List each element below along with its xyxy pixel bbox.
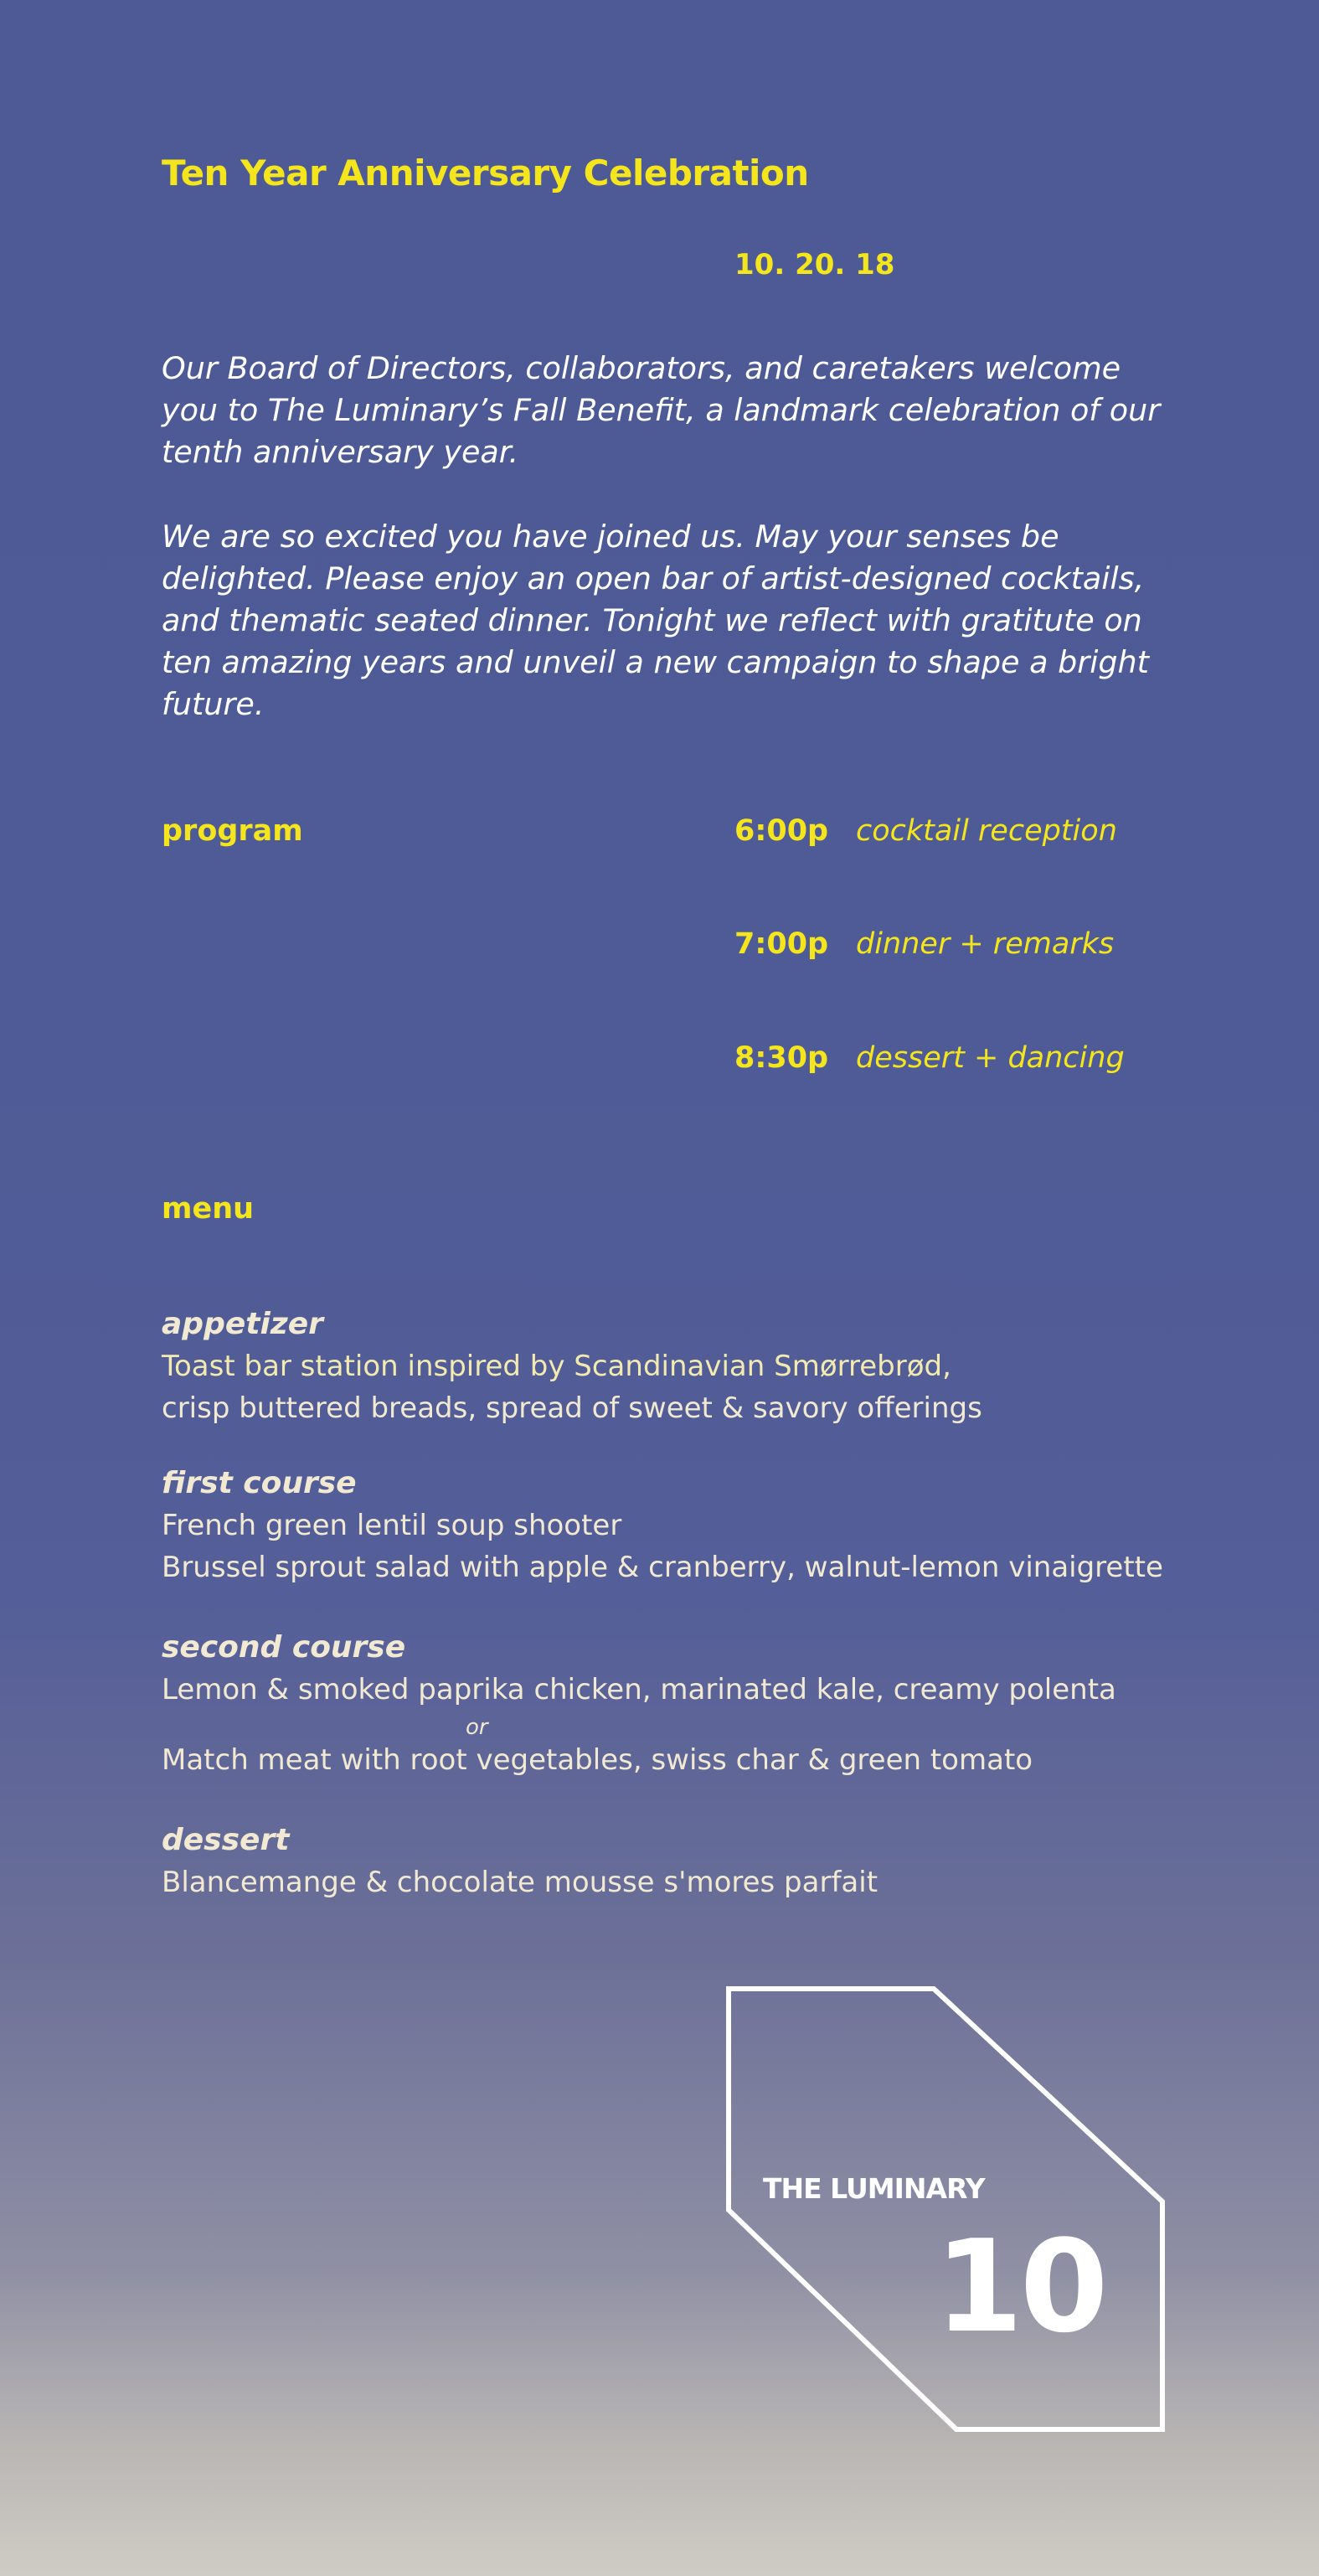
program-event-3: dessert + dancing <box>856 1041 1125 1075</box>
logo-number: 10 <box>935 2212 1105 2361</box>
first-course-line-2: Brussel sprout salad with apple & cranberry, walnut-lemon vinaigrette <box>162 1551 1163 1584</box>
intro-paragraph-2: We are so excited you have joined us. May your senses be delighted. Please enjoy an open bar of artist-designed cocktails, and thematic seated dinner. Tonight we reflect with gratitute on ten amazing years and unveil a new campaign to shape a bright future. <box>162 519 1149 722</box>
appetizer-heading: appetizer <box>162 1307 323 1341</box>
event-date: 10. 20. 18 <box>734 248 895 281</box>
first-course-line-1: French green lentil soup shooter <box>162 1509 622 1542</box>
first-course-heading: first course <box>162 1466 357 1500</box>
second-course-or: or <box>466 1715 488 1740</box>
second-course-heading: second course <box>162 1630 406 1665</box>
menu-heading: menu <box>162 1192 255 1226</box>
program-event-2: dinner + remarks <box>856 927 1115 961</box>
dessert-heading: dessert <box>162 1823 290 1857</box>
page-title: Ten Year Anniversary Celebration <box>162 152 809 194</box>
second-course-line-2: Match meat with root vegetables, swiss char & green tomato <box>162 1743 1033 1777</box>
program-time-2: 7:00p <box>734 927 829 961</box>
appetizer-line-1: Toast bar station inspired by Scandinavian Smørrebrød, <box>162 1350 951 1383</box>
logo-name: THE LUMINARY <box>763 2172 985 2205</box>
intro-paragraph-1: Our Board of Directors, collaborators, and caretakers welcome you to The Luminary’s Fall Benefit, a landmark celebration of our tenth anniversary year. <box>162 350 1161 470</box>
program-event-1: cocktail reception <box>856 814 1117 848</box>
appetizer-line-2: crisp buttered breads, spread of sweet & savory offerings <box>162 1391 982 1425</box>
logo-outline <box>729 1989 1162 2429</box>
second-course-line-1: Lemon & smoked paprika chicken, marinated kale, creamy polenta <box>162 1673 1116 1706</box>
program-time-3: 8:30p <box>734 1041 829 1075</box>
luminary-logo <box>725 1985 1177 2438</box>
dessert-line-1: Blancemange & chocolate mousse s'mores parfait <box>162 1866 878 1899</box>
program-time-1: 6:00p <box>734 814 829 848</box>
program-heading: program <box>162 814 303 848</box>
